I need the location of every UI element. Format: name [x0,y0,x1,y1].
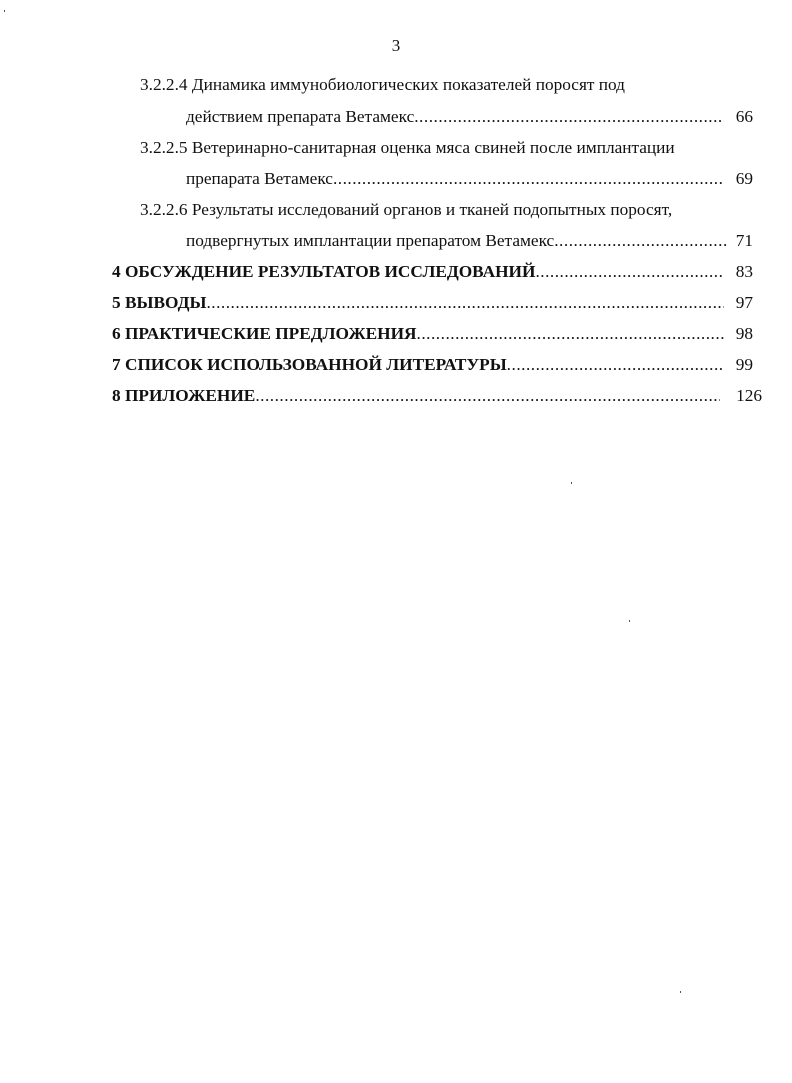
dot-leader [206,292,724,314]
scan-speck [4,10,5,12]
toc-entry-text: подвергнутых имплантации препаратом Ветамекс [186,231,555,250]
scan-speck [680,991,681,993]
toc-entry-text: 7 СПИСОК ИСПОЛЬЗОВАННОЙ ЛИТЕРАТУРЫ [112,355,507,374]
toc-page-number: 83 [735,262,753,281]
dot-leader [507,354,724,376]
toc-entry-text: препарата Ветамекс [186,169,333,188]
dot-leader [535,261,724,283]
toc-entry-text: действием препарата Ветамекс [186,107,415,126]
toc-page-number: 97 [735,293,753,312]
toc-entry-3-2-2-5-line1: 3.2.2.5 Ветеринарно-санитарная оценка мяса свиней после имплантации [140,138,675,157]
scan-speck [571,482,572,484]
toc-entry-3-2-2-4-line1: 3.2.2.4 Динамика иммунобиологических показателей поросят под [140,75,625,94]
dot-leader [255,385,720,407]
toc-entry-3-2-2-5-line2 [186,168,724,190]
dot-leader [417,323,724,345]
toc-entry-text: 5 ВЫВОДЫ [112,293,207,312]
page-number: 3 [391,36,401,55]
toc-entry-3-2-2-4-line2 [186,106,724,128]
toc-page-number: 71 [735,231,753,250]
toc-page-number: 66 [735,107,753,126]
toc-page-number: 99 [735,355,753,374]
scan-speck [629,620,630,622]
toc-entry-8 [112,385,720,407]
toc-page-number: 98 [735,324,753,343]
toc-entry-text: 8 ПРИЛОЖЕНИЕ [112,386,256,405]
toc-entry-6 [112,323,724,345]
toc-page-number: 126 [736,386,762,405]
toc-page-number: 69 [735,169,753,188]
toc-entry-4 [112,261,724,283]
toc-entry-text: 4 ОБСУЖДЕНИЕ РЕЗУЛЬТАТОВ ИССЛЕДОВАНИЙ [112,262,536,281]
dot-leader [333,168,724,190]
toc-entry-5 [112,292,724,314]
toc-entry-3-2-2-6-line2 [186,230,728,252]
dot-leader [554,230,728,252]
toc-entry-7 [112,354,724,376]
toc-entry-3-2-2-6-line1: 3.2.2.6 Результаты исследований органов и тканей подопытных поросят, [140,200,673,219]
dot-leader [414,106,724,128]
toc-entry-text: 6 ПРАКТИЧЕСКИЕ ПРЕДЛОЖЕНИЯ [112,324,417,343]
